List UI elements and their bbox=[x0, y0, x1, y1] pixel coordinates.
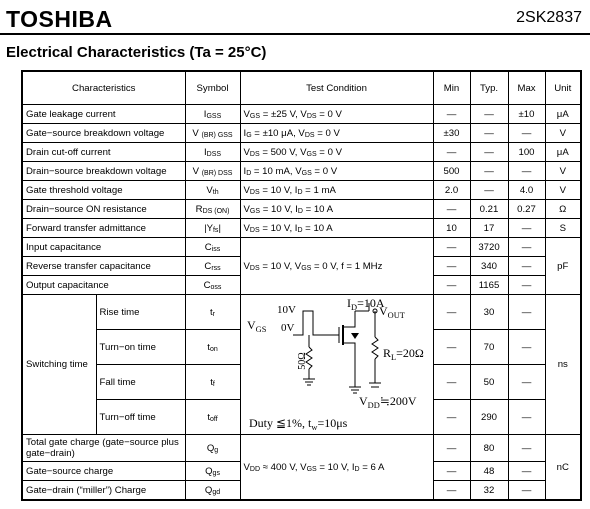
characteristics-table bbox=[21, 70, 582, 501]
typ-value: — bbox=[470, 105, 508, 124]
symbol: $I_{GSS}$ bbox=[185, 105, 240, 124]
characteristic-name: Gate leakage current bbox=[22, 105, 185, 124]
characteristic-name: Total gate charge (gate−source plus gate−drain) bbox=[22, 435, 185, 462]
gate-pulse bbox=[293, 311, 321, 335]
min-value: — bbox=[433, 365, 470, 400]
max-value: ±10 bbox=[508, 105, 545, 124]
characteristic-name: Gate−drain (“miller”) Charge bbox=[22, 481, 185, 501]
min-value: — bbox=[433, 481, 470, 501]
typ-value: 290 bbox=[470, 400, 508, 435]
typ-value: 80 bbox=[470, 435, 508, 462]
max-value: — bbox=[508, 435, 545, 462]
symbol: $V_{th}$ bbox=[185, 181, 240, 200]
min-value: — bbox=[433, 238, 470, 257]
table-row bbox=[22, 200, 581, 219]
min-value: 10 bbox=[433, 219, 470, 238]
table-row bbox=[22, 435, 581, 462]
characteristic-name: Gate−source charge bbox=[22, 462, 185, 481]
duty-label: Duty ≦1%, $t_w=10\mu s$ bbox=[248, 415, 347, 432]
characteristic-name: Drain−source ON resistance bbox=[22, 200, 185, 219]
test-condition: $V_{GS} = \pm 25$ V, $V_{DS} = 0$ V bbox=[240, 105, 433, 124]
max-value: — bbox=[508, 462, 545, 481]
typ-value: 48 bbox=[470, 462, 508, 481]
unit: V bbox=[545, 181, 581, 200]
pulse-high-label: 10V bbox=[276, 303, 296, 316]
mosfet-diode bbox=[351, 333, 359, 339]
vdd-source bbox=[369, 383, 381, 387]
brand-logo: TOSHIBA bbox=[6, 6, 113, 32]
table-row bbox=[22, 105, 581, 124]
typ-value: 50 bbox=[470, 365, 508, 400]
symbol: $C_{rss}$ bbox=[185, 257, 240, 276]
characteristic-name: Drain−source breakdown voltage bbox=[22, 162, 185, 181]
typ-value: — bbox=[470, 181, 508, 200]
vgs-label: $V_{GS}$ bbox=[246, 317, 266, 334]
symbol: V $_{(BR) DSS}$ bbox=[185, 162, 240, 181]
typ-value: 3720 bbox=[470, 238, 508, 257]
typ-value: 340 bbox=[470, 257, 508, 276]
symbol: $t_{on}$ bbox=[185, 330, 240, 365]
max-value: — bbox=[508, 124, 545, 143]
max-value: — bbox=[508, 276, 545, 295]
test-condition: $V_{GS} = 10$ V, $I_D = 10$ A bbox=[240, 200, 433, 219]
characteristic-name: Fall time bbox=[96, 365, 185, 400]
typ-value: 32 bbox=[470, 481, 508, 501]
header-row bbox=[22, 71, 581, 105]
ground-symbol bbox=[303, 379, 315, 385]
mosfet-drain bbox=[343, 311, 355, 327]
characteristic-name: Reverse transfer capacitance bbox=[22, 257, 185, 276]
max-value: — bbox=[508, 400, 545, 435]
mosfet-source bbox=[343, 343, 355, 357]
col-min: Min bbox=[433, 71, 470, 105]
table-row bbox=[22, 219, 581, 238]
unit: μA bbox=[545, 105, 581, 124]
symbol: $R_{DS (ON)}$ bbox=[185, 200, 240, 219]
typ-value: 17 bbox=[470, 219, 508, 238]
table-row bbox=[22, 181, 581, 200]
min-value: 2.0 bbox=[433, 181, 470, 200]
min-value: — bbox=[433, 257, 470, 276]
symbol: $Q_{gd}$ bbox=[185, 481, 240, 501]
symbol: $|Y_{fs}|$ bbox=[185, 219, 240, 238]
min-value: — bbox=[433, 105, 470, 124]
min-value: — bbox=[433, 276, 470, 295]
max-value: — bbox=[508, 257, 545, 276]
min-value: — bbox=[433, 295, 470, 330]
test-condition: $V_{DS} = 10$ V, $I_D = 1$ mA bbox=[240, 181, 433, 200]
unit: μA bbox=[545, 143, 581, 162]
characteristic-name: Forward transfer admittance bbox=[22, 219, 185, 238]
symbol: $Q_g$ bbox=[185, 435, 240, 462]
rl-resistor bbox=[372, 337, 378, 359]
vdd-label: $V_{DD}≒200V$ bbox=[358, 393, 417, 410]
min-value: — bbox=[433, 400, 470, 435]
unit: V bbox=[545, 124, 581, 143]
max-value: — bbox=[508, 481, 545, 501]
header-rule bbox=[0, 33, 590, 35]
characteristic-name: Rise time bbox=[96, 295, 185, 330]
min-value: — bbox=[433, 462, 470, 481]
typ-value: — bbox=[470, 162, 508, 181]
unit: V bbox=[545, 162, 581, 181]
min-value: — bbox=[433, 143, 470, 162]
test-condition: $I_G = \pm 10$ μA, $V_{DS} = 0$ V bbox=[240, 124, 433, 143]
characteristic-name: Drain cut-off current bbox=[22, 143, 185, 162]
col-test-condition: Test Condition bbox=[240, 71, 433, 105]
characteristic-name: Gate−source breakdown voltage bbox=[22, 124, 185, 143]
col-max: Max bbox=[508, 71, 545, 105]
unit: S bbox=[545, 219, 581, 238]
test-condition: $V_{DD} \approx 400$ V, $V_{GS} = 10$ V, $I_D = 6$ A bbox=[240, 435, 433, 501]
characteristic-name: Output capacitance bbox=[22, 276, 185, 295]
unit: ns bbox=[545, 295, 581, 435]
characteristic-name: Turn−on time bbox=[96, 330, 185, 365]
characteristic-name: Input capacitance bbox=[22, 238, 185, 257]
part-number: 2SK2837 bbox=[516, 9, 582, 26]
typ-value: — bbox=[470, 124, 508, 143]
max-value: — bbox=[508, 219, 545, 238]
table-row bbox=[22, 295, 581, 330]
table-row bbox=[22, 143, 581, 162]
switching-time-label: Switching time bbox=[22, 295, 96, 435]
typ-value: — bbox=[470, 143, 508, 162]
ground-symbol-2 bbox=[349, 387, 361, 393]
min-value: — bbox=[433, 435, 470, 462]
typ-value: 1165 bbox=[470, 276, 508, 295]
col-typ: Typ. bbox=[470, 71, 508, 105]
table-row bbox=[22, 124, 581, 143]
max-value: — bbox=[508, 162, 545, 181]
symbol: $I_{DSS}$ bbox=[185, 143, 240, 162]
characteristic-name: Gate threshold voltage bbox=[22, 181, 185, 200]
unit: pF bbox=[545, 238, 581, 295]
vout-label: $V_{OUT}$ bbox=[378, 303, 405, 320]
typ-value: 70 bbox=[470, 330, 508, 365]
typ-value: 30 bbox=[470, 295, 508, 330]
max-value: — bbox=[508, 330, 545, 365]
max-value: — bbox=[508, 295, 545, 330]
symbol: $C_{oss}$ bbox=[185, 276, 240, 295]
max-value: — bbox=[508, 238, 545, 257]
table-row bbox=[22, 238, 581, 257]
col-unit: Unit bbox=[545, 71, 581, 105]
section-title: Electrical Characteristics (Ta = 25°C) bbox=[6, 44, 267, 61]
min-value: ±30 bbox=[433, 124, 470, 143]
col-characteristics: Characteristics bbox=[22, 71, 185, 105]
test-condition: $V_{DS} = 10$ V, $V_{GS} = 0$ V, f = 1 MHz bbox=[240, 238, 433, 295]
rl-label: $R_L=20\Omega$ bbox=[382, 345, 424, 362]
test-condition: $I_D = 10$ mA, $V_{GS} = 0$ V bbox=[240, 162, 433, 181]
col-symbol: Symbol bbox=[185, 71, 240, 105]
id-label: $I_D=10A$ bbox=[346, 296, 385, 312]
symbol: $t_{off}$ bbox=[185, 400, 240, 435]
symbol: V $_{(BR) GSS}$ bbox=[185, 124, 240, 143]
test-condition: $V_{DS} = 500$ V, $V_{GS} = 0$ V bbox=[240, 143, 433, 162]
symbol: $t_f$ bbox=[185, 365, 240, 400]
symbol: $Q_{gs}$ bbox=[185, 462, 240, 481]
min-value: — bbox=[433, 330, 470, 365]
max-value: 0.27 bbox=[508, 200, 545, 219]
unit: Ω bbox=[545, 200, 581, 219]
min-value: — bbox=[433, 200, 470, 219]
rg-label: 50Ω bbox=[296, 351, 308, 370]
pulse-low-label: 0V bbox=[280, 321, 294, 334]
test-condition: $V_{DS} = 10$ V, $I_D = 10$ A bbox=[240, 219, 433, 238]
max-value: 4.0 bbox=[508, 181, 545, 200]
unit: nC bbox=[545, 435, 581, 501]
symbol: $C_{iss}$ bbox=[185, 238, 240, 257]
switching-test-circuit bbox=[240, 295, 433, 435]
typ-value: 0.21 bbox=[470, 200, 508, 219]
circuit-diagram bbox=[241, 297, 434, 433]
max-value: — bbox=[508, 365, 545, 400]
min-value: 500 bbox=[433, 162, 470, 181]
max-value: 100 bbox=[508, 143, 545, 162]
characteristic-name: Turn−off time bbox=[96, 400, 185, 435]
table-row bbox=[22, 162, 581, 181]
symbol: $t_r$ bbox=[185, 295, 240, 330]
